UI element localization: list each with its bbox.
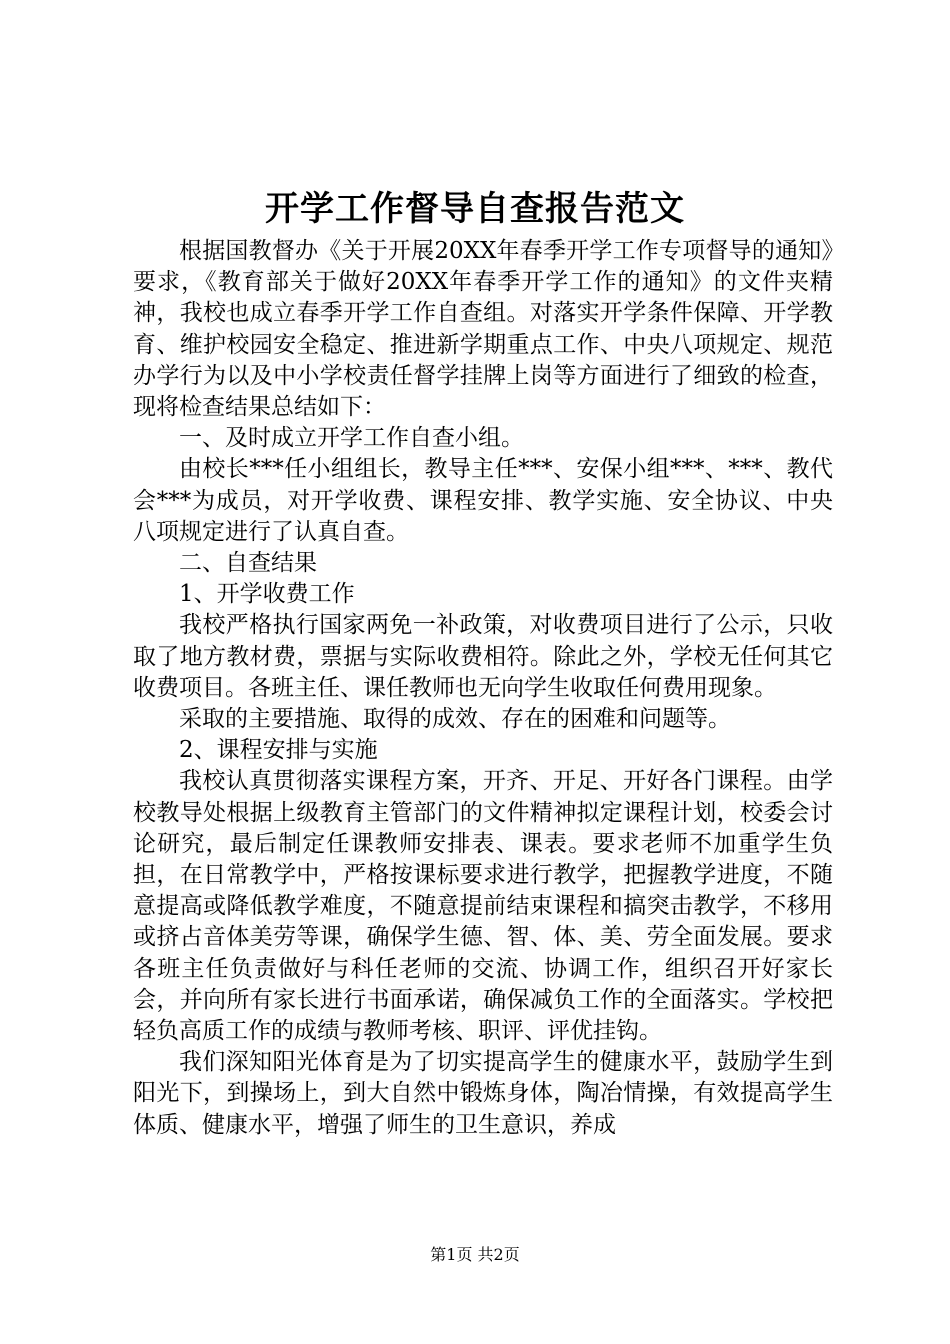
paragraph-curriculum: 我校认真贯彻落实课程方案，开齐、开足、开好各门课程。由学校教导处根据上级教育主管部门的文件精神拟定课程计划，校委会讨论研究，最后制定任课教师安排表、课表。要求老师不加重学生负担，在日常教学中，严格按课标要求进行教学，把握教学进度，不随意提高或降低教学难度，不随意提前结束课程和搞突击教学，不移用或挤占音体美劳等课，确保学生德、智、体、美、劳全面发展。要求各班主任负责做好与科任老师的交流、协调工作，组织召开好家长会，并向所有家长进行书面承诺，确保减负工作的全面落实。学校把轻负高质工作的成绩与教师考核、职评、评优挂钩。 [133, 768, 833, 1045]
document-body [133, 236, 833, 1141]
paragraph-team: 由校长***任小组组长，教导主任***、安保小组***、***、教代会***为成员，对开学收费、课程安排、教学实施、安全协议、中央八项规定进行了认真自查。 [133, 456, 833, 545]
subheading-fees: 1、开学收费工作 [179, 581, 355, 608]
document-title: 开学工作督导自查报告范文 [265, 189, 685, 229]
heading-section-2: 二、自查结果 [179, 550, 317, 577]
paragraph-intro: 根据国教督办《关于开展20XX年春季开学工作专项督导的通知》要求，《教育部关于做好20XX年春季开学工作的通知》的文件夹精神，我校也成立春季开学工作自查组。对落实开学条件保障、开学教育、维护校园安全稳定、推进新学期重点工作、中央八项规定、规范办学行为以及中小学校责任督学挂牌上岗等方面进行了细致的检查，现将检查结果总结如下： [133, 238, 833, 421]
paragraph-sports: 我们深知阳光体育是为了切实提高学生的健康水平，鼓励学生到阳光下，到操场上，到大自然中锻炼身体，陶冶情操，有效提高学生体质、健康水平，增强了师生的卫生意识，养成 [133, 1049, 833, 1138]
page-footer: 第1页 共2页 [430, 1245, 520, 1264]
heading-section-1: 一、及时成立开学工作自查小组。 [179, 425, 524, 452]
paragraph-fees: 我校严格执行国家两免一补政策，对收费项目进行了公示，只收取了地方教材费，票据与实际收费相符。除此之外，学校无任何其它收费项目。各班主任、课任教师也无向学生收取任何费用现象。 [133, 612, 833, 701]
subheading-curriculum: 2、课程安排与实施 [179, 737, 378, 764]
paragraph-measures: 采取的主要措施、取得的成效、存在的困难和问题等。 [179, 706, 731, 733]
